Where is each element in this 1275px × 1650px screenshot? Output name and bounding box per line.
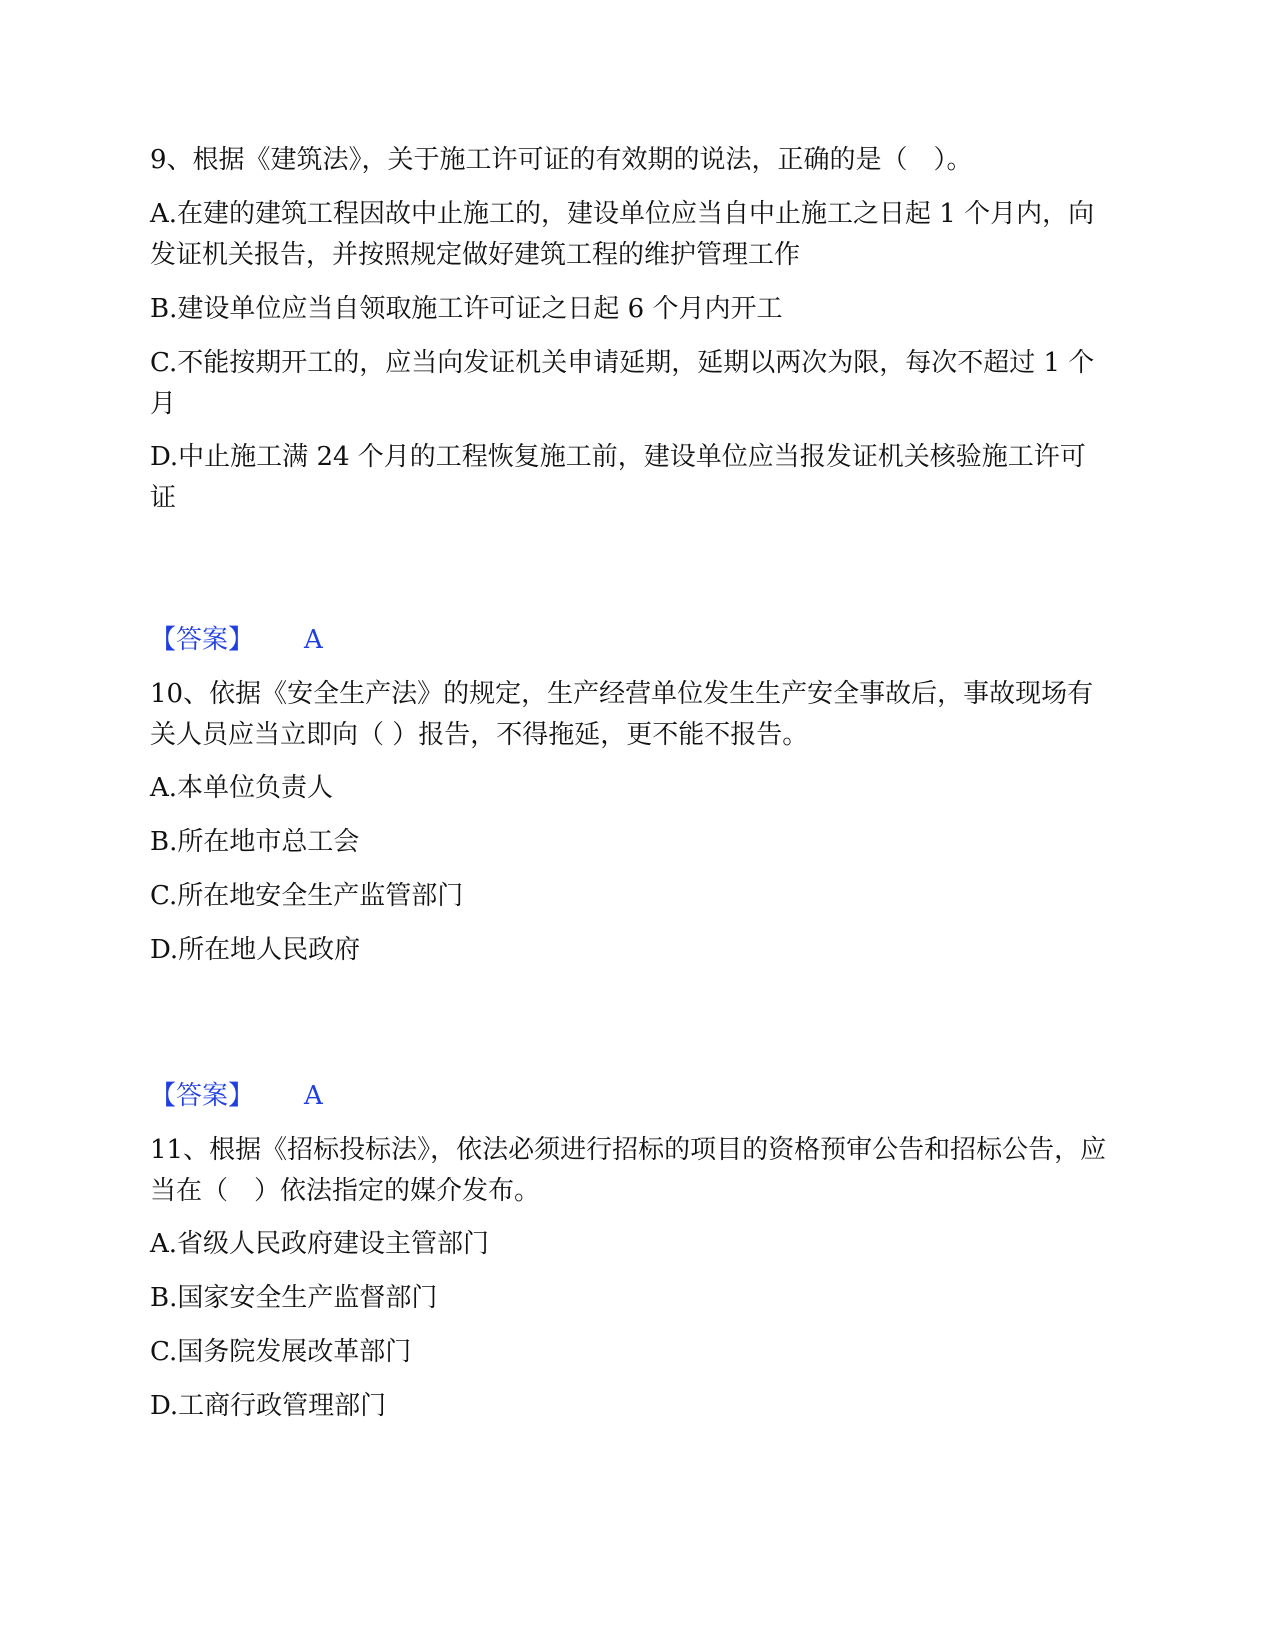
answer-label: 【答案】 [150,625,255,655]
answer-label: 【答案】 [150,1081,255,1111]
question-9-option-c: C.不能按期开工的，应当向发证机关申请延期，延期以两次为限，每次不超过 1 个月 [150,348,1095,419]
question-9-option-a: A.在建的建筑工程因故中止施工的，建设单位应当自中止施工之日起 1 个月内，向发证机关报告，并按照规定做好建筑工程的维护管理工作 [150,199,1095,270]
question-11-option-a: A.省级人民政府建设主管部门 [150,1229,490,1259]
question-11-option-b: B.国家安全生产监督部门 [150,1283,438,1313]
answer-value: A [304,625,323,655]
question-11-stem: 11、根据《招标投标法》，依法必须进行招标的项目的资格预审公告和招标公告，应当在（ ）依法指定的媒介发布。 [150,1135,1107,1206]
question-11-option-c: C.国务院发展改革部门 [150,1337,412,1367]
question-9-option-d: D.中止施工满 24 个月的工程恢复施工前，建设单位应当报发证机关核验施工许可证 [150,442,1086,513]
question-10-option-d: D.所在地人民政府 [150,935,361,965]
question-11-option-d: D.工商行政管理部门 [150,1391,387,1421]
question-10-option-c: C.所在地安全生产监管部门 [150,881,464,911]
question-10-option-a: A.本单位负责人 [150,773,334,803]
question-10-answer [150,1076,323,1117]
answer-value: A [304,1081,323,1111]
question-10-option-b: B.所在地市总工会 [150,827,360,857]
question-10-stem: 10、依据《安全生产法》的规定，生产经营单位发生生产安全事故后，事故现场有关人员应当立即向（ ）报告，不得拖延，更不能不报告。 [150,679,1094,750]
question-9-stem: 9、根据《建筑法》，关于施工许可证的有效期的说法，正确的是（ ）。 [150,145,973,175]
question-9-option-b: B.建设单位应当自领取施工许可证之日起 6 个月内开工 [150,294,783,324]
question-9-answer [150,620,323,661]
